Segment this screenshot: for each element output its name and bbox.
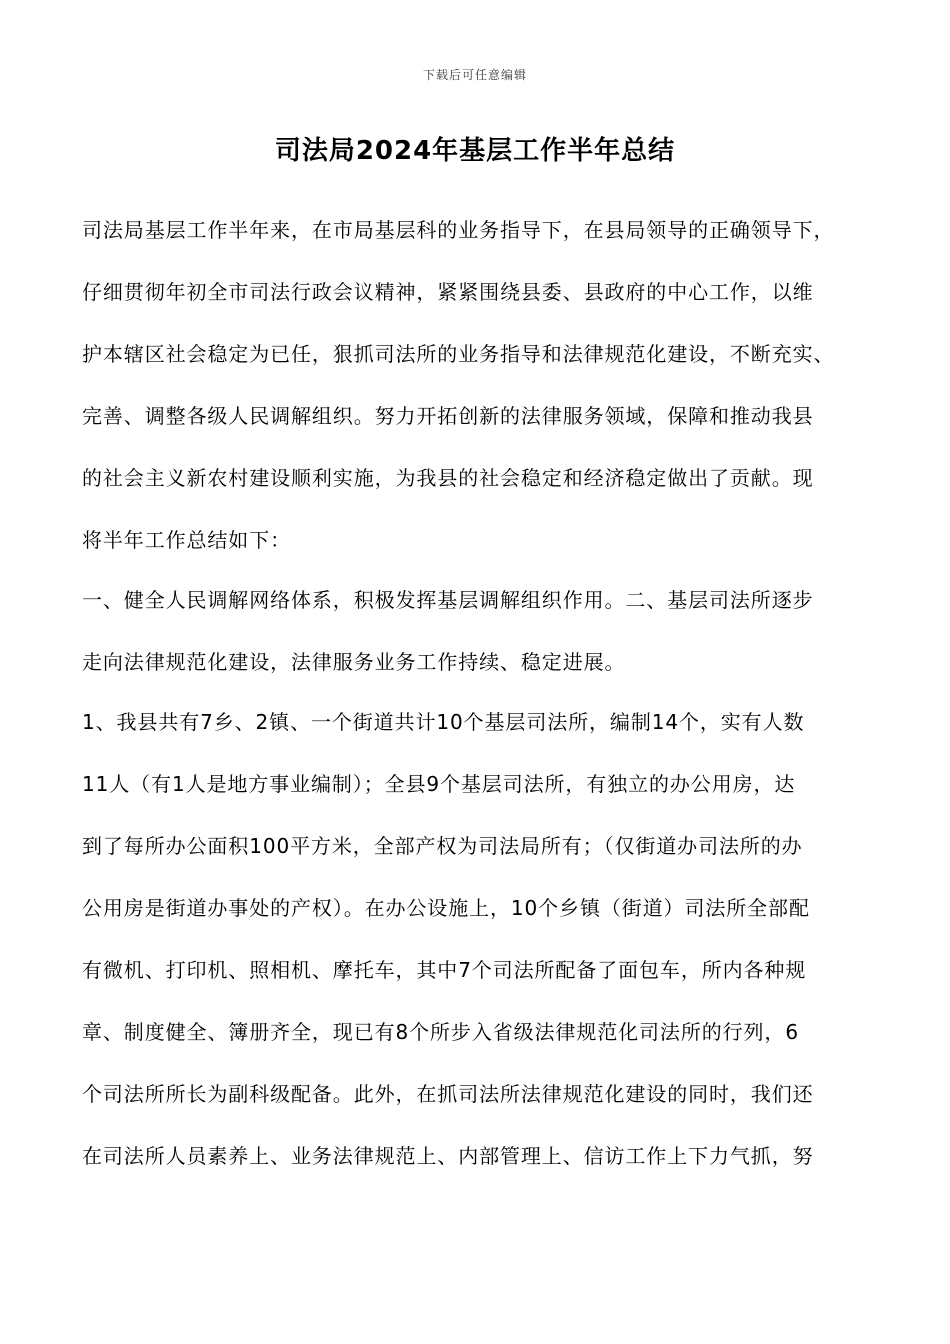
body-line: 护本辖区社会稳定为已任，狠抓司法所的业务指导和法律规范化建设，不断充实、 <box>82 342 835 366</box>
body-line: 1、我县共有7乡、2镇、一个街道共计10个基层司法所，编制14个，实有人数 <box>82 710 805 734</box>
body-line: 公用房是街道办事处的产权）。在办公设施上，10个乡镇（街道）司法所全部配 <box>82 896 810 920</box>
document-body <box>82 215 882 1203</box>
body-line: 司法局基层工作半年来，在市局基层科的业务指导下，在县局领导的正确领导下， <box>82 218 835 242</box>
body-line: 将半年工作总结如下： <box>82 528 291 552</box>
body-line: 11人（有1人是地方事业编制）；全县9个基层司法所，有独立的办公用房，达 <box>82 772 796 796</box>
body-line: 在司法所人员素养上、业务法律规范上、内部管理上、信访工作上下力气抓，努 <box>82 1144 814 1168</box>
header-note: 下载后可任意编辑 <box>422 68 527 82</box>
body-line: 走向法律规范化建设，法律服务业务工作持续、稳定进展。 <box>82 650 626 674</box>
document-title: 司法局2024年基层工作半年总结 <box>274 136 676 166</box>
body-line: 仔细贯彻年初全市司法行政会议精神，紧紧围绕县委、县政府的中心工作，以维 <box>82 280 814 304</box>
body-line: 有微机、打印机、照相机、摩托车，其中7个司法所配备了面包车，所内各种规 <box>82 958 807 982</box>
body-line: 个司法所所长为副科级配备。此外，在抓司法所法律规范化建设的同时，我们还 <box>82 1082 814 1106</box>
body-line: 完善、调整各级人民调解组织。努力开拓创新的法律服务领域，保障和推动我县 <box>82 404 814 428</box>
body-line: 章、制度健全、簿册齐全，现已有8个所步入省级法律规范化司法所的行列，6 <box>82 1020 799 1044</box>
body-line: 到了每所办公面积100平方米，全部产权为司法局所有；（仅街道办司法所的办 <box>82 834 803 858</box>
body-line: 的社会主义新农村建设顺利实施，为我县的社会稳定和经济稳定做出了贡献。现 <box>82 466 814 490</box>
body-line: 一、健全人民调解网络体系，积极发挥基层调解组织作用。二、基层司法所逐步 <box>82 588 814 612</box>
